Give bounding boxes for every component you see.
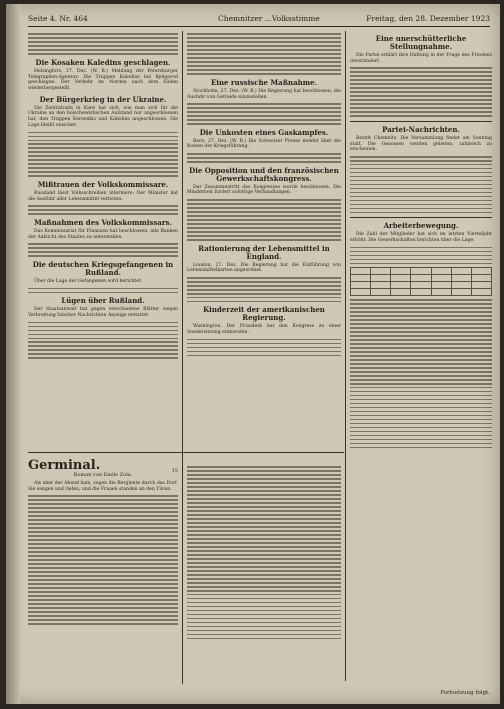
serial-column-2 [187,464,341,688]
article-text: Die Zahl der Mitglieder hat sich im letzten Vierteljahr erhöht. Die Gewerkschaften berichten über die Lage. [350,232,492,243]
article-text: Die Partei erklärt ihre Haltung in der Frage des Friedens unverändert. [350,53,492,64]
headline: Partei-Nachrichten. [382,124,460,134]
headline: Eine russische Maßnahme. [210,77,318,87]
serial-text: Als aber der Abend kam, zogen die Bergleute durch das Dorf. Sie sangen und riefen, und die Frauen standen an den Türen. [28,481,178,492]
serial-author: Roman von Emile Zola. [73,472,133,478]
statistics-table [350,267,492,296]
binding-edge [6,4,20,704]
article-text: Der Zusammentritt des Kongresses wurde beschlossen. Die Minderheit fordert sofortige Verhandlungen. [187,184,341,196]
issue-date: Freitag, den 28. Dezember 1923 [366,14,490,23]
article-text: Washington. Der Präsident hat den Kongress zu einer Sondersitzung einberufen. [187,324,341,336]
headline: Die Kosaken Kaledins geschlagen. [35,57,171,67]
headline: Die Opposition und den französischen Gewerkschaftskongress. [189,165,339,183]
article-text: Stockholm, 27. Dez. (W. B.) Die Regierung hat beschlossen, die Ausfuhr von Getreide einzustellen. [187,88,341,100]
column-3 [350,31,492,681]
column-2 [187,31,341,456]
column-rule [182,31,183,461]
headline: Der Bürgerkrieg in der Ukraine. [39,94,167,104]
headline: Eine unerschütterliche Stellungnahme. [375,34,467,51]
article-text: Das Kommissariat für Finanzen hat beschlossen, alle Banken der Aufsicht des Staates zu unterstellen. [28,228,178,240]
feuilleton-rule [28,452,344,453]
headline: Maßnahmen des Volkskommissars. [34,217,172,227]
article-text: Helsingfors, 27. Dez. (W. B.) Meldung der Petersburger Telegraphen-Agentur: Die Truppen Kaledins bei Bjelgorod geschlagen. Der Verkehr im Norden nach dem Süden wiederhergestellt. [28,68,178,92]
headline: Rationierung der Lebensmittel in England. [198,243,330,261]
headline: Mißtrauen der Volkskommissare. [37,179,169,189]
serial-title: Germinal. [28,458,101,473]
paper-title: Chemnitzer ...Volksstimme [218,14,320,23]
headline: Die deutschen Kriegsgefangenen in Rußland. [32,259,174,277]
article-text: Bern, 27. Dez. (W. B.) Die Schweizer Presse meldet über die Kosten der Kriegsführung. [187,138,341,150]
column-rule [182,460,183,684]
article-text: Die Zentralrada in Kiew hat sich, wie man sich für die Ukraine an den bolschewistischen Aufstand nur angeschlossen hat, den Truppen Kerenskis und Kaledins angeschlossen. Die Lage bleibt unsicher. [28,105,178,128]
divider [350,217,492,218]
column-1 [28,31,178,362]
continued-note: Fortsetzung folgt. [440,690,490,696]
article-text: Der Staatsanwalt hat gegen verschiedene Blätter wegen Verbreitung falscher Nachrichten Anzeige erstattet. [28,307,178,318]
page-number: Seite 4. Nr. 464 [28,14,88,23]
headline: Lügen über Rußland. [61,296,145,306]
newspaper-page [6,4,500,704]
headline: Kinderzeit der amerikanischen Regierung. [203,305,325,323]
page-header [28,12,490,27]
article-text: Russland lässt Volksschreiben interniere: Der Minister hat die Ausfuhr aller Lebensmittel verboten. [28,190,178,202]
serial-number: 15 [171,468,178,474]
column-rule [345,31,346,681]
article-text: Über die Lage der Gefangenen wird berichtet. [34,278,143,284]
article-text: London, 27. Dez. Die Regierung hat die Einführung von Lebensmittelkarten angeordnet. [187,262,341,274]
divider [350,121,492,122]
headline: Arbeiterbewegung. [383,221,459,231]
article-text: Bezirk Chemnitz. Die Versammlung findet am Sonntag statt. Die Genossen werden gebeten, zahlreich zu erscheinen. [350,135,492,153]
headline: Die Unkosten eines Gaskampfes. [199,127,329,137]
serial-column-1 [28,456,178,686]
